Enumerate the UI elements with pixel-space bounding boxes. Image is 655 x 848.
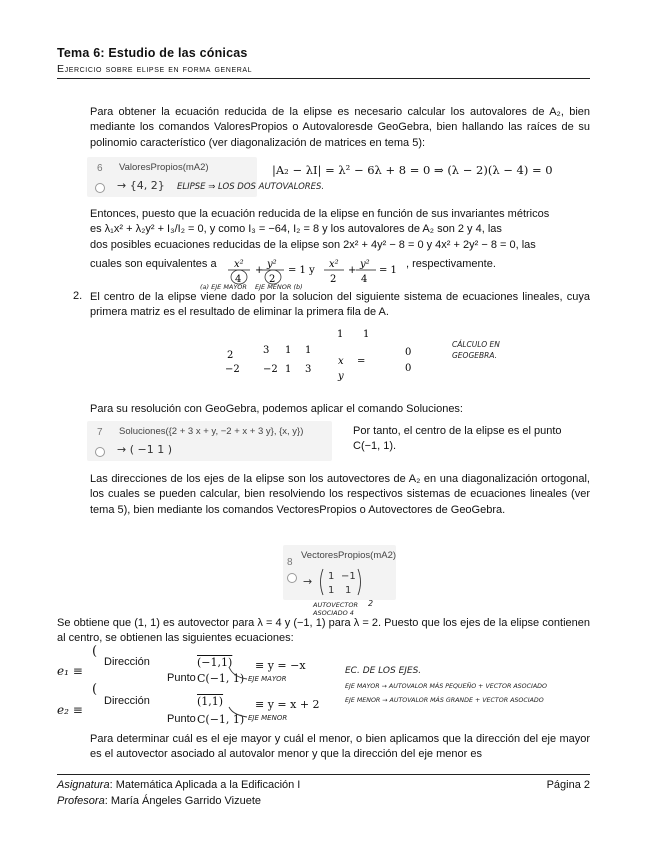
arrow-e1 [229,667,247,679]
frac4-den: 4 [361,274,368,285]
plus-sign: + [255,265,264,276]
cell-visibility-icon [95,183,105,193]
header-rule [57,78,590,79]
cell-visibility-icon-7 [95,447,105,457]
intro-paragraph: Para obtener la ecuación reducida de la elipse es necesario calcular los autovalores de A₂, bien mediante los comandos ValoresPropios o Autovaloresde GeoGebra, bien hallando las raíces de su polinomio característico (ver diagonalización de matrices en tema 5): [90,106,590,149]
arrow-glyph: → [303,575,313,588]
footer-subject: Asignatura: Matemática Aplicada a la Edificación I [57,779,301,791]
matrix-row1-c3: 1 [285,345,292,356]
frac4-num: y² [360,259,370,270]
e1-point-label: Punto [167,672,196,684]
rhs-0-a: 0 [405,347,412,358]
matrix-row2-c3: 1 [285,364,292,375]
m21: 1 [328,585,335,596]
e2-brace: ( [92,682,98,697]
cell-output: → {4, 2} [117,179,165,192]
handnote-geogebra-calc: CÁLCULO EN GEOGEBRA. [452,340,500,360]
e2-dir-label: Dirección [104,695,150,707]
vector-1: 1 [337,329,344,340]
handnote-eje-menor: EJE MENOR [248,714,288,722]
m11: 1 [328,571,335,582]
geogebra-cell-solutions [87,421,332,461]
e1-dir-label: Dirección [104,656,150,668]
e1-point: C(−1, 1) [197,672,245,685]
matrix-row2-c2: −2 [263,364,278,375]
plus-sign-2: + [348,265,357,276]
page-title: Tema 6: Estudio de las cónicas [57,46,248,60]
handnote-axis-a: (a) EJE MAYOR [200,283,247,291]
arrow-e2 [229,707,247,717]
eigenvector-matrix [303,565,393,599]
vector-top-1: 1 [363,329,370,340]
axes-equations [57,644,337,730]
directions-paragraph: Las direcciones de los ejes de la elipse son los autovectores de A₂ en una diagonalización ortogonal, los cuales se pueden calcular, bien resolviendo los respectivos sistemas de ecuaciones lineales (ver tema 5), bien mediante los comandos VectoresPropios o Autovectores de GeoGebra. [90,473,590,516]
center-result-text: Por tanto, el centro de la elipse es el punto C(−1, 1). [353,425,562,452]
cell-visibility-icon-8 [287,573,297,583]
cell-command-7: Soluciones({2 + 3 x + y, −2 + x + 3 y}, {x, y}) [119,426,304,437]
matrix-row2-c1: −2 [225,364,240,375]
matrix-row2-c4: 3 [305,364,312,375]
frac3-num: x² [329,259,339,270]
handnote-axes-title: EC. DE LOS EJES. [345,666,422,676]
invariants-paragraph: Entonces, puesto que la ecuación reducida de la elipse en función de sus invariantes métricos es λ₁x² + λ₂y² + I₃/I₂ = 0, y como I₃ = −64, I₂ = 8 y los autovalores de A₂ son 2 y 4, las dos posibles ecuaciones reducidas de la elipse son 2x² + 4y² − 8 = 0 y 4x² + 2y² − 8 = 0, las [90,208,550,251]
cell-command: ValoresPropios(mA2) [119,162,209,173]
e2-point: C(−1, 1) [197,713,245,726]
handnote-eje-mayor: EJE MAYOR [248,675,287,683]
e2-label: e₂ ≡ [57,703,83,717]
handnote-axis-b: EJE MENOR (b) [255,283,303,291]
handnote-eigenvector-2: 2 [368,599,374,608]
frac3-den: 2 [330,274,337,285]
linear-system-matrix [215,327,445,382]
list-marker-2: 2. [73,290,83,302]
obtain-paragraph: Se obtiene que (1, 1) es autovector para λ = 4 y (−1, 1) para λ = 2. Puesto que los ejes de la elipse contienen al centro, se obtienen las siguientes ecuaciones: [57,617,590,645]
e2-equation: ≡ y = x + 2 [255,698,320,711]
reduced-equation-line: cuales son equivalentes a x² 4 + y² 2 = 1 y x² 2 + y² 4 = 1 , respectivamente. [90,255,590,285]
handnote-eigenvector-assoc: AUTOVECTOR ASOCIADO 4 [313,601,358,617]
e1-brace: ( [92,644,98,659]
characteristic-equation: |A₂ − λI| = λ² − 6λ + 8 = 0 ⇒ (λ − 2)(λ − 4) = 0 [272,163,553,177]
closing-paragraph: Para determinar cuál es el eje mayor y cuál el menor, o bien aplicamos que la dirección del eje mayor es el autovector asociado al autovalor menor y que la dirección del eje menor es [90,733,590,761]
m22: 1 [345,585,352,596]
frac1-den: 4 [235,274,242,285]
frac2-num: y² [267,259,277,270]
vector-y: y [338,371,344,382]
e2-point-label: Punto [167,713,196,725]
matrix-row1-c2: 3 [263,345,270,356]
e1-label: e₁ ≡ [57,664,83,678]
solve-paragraph: Para su resolución con GeoGebra, podemos aplicar el comando Soluciones: [90,403,463,415]
cell-number-7: 7 [97,427,103,438]
m12: −1 [341,571,356,582]
e1-direction: (−1,1) [197,656,233,669]
footer-teacher: Profesora: María Ángeles Garrido Vizuete [57,795,262,807]
cell-number-8: 8 [287,557,293,568]
geogebra-cell-eigenvectors [283,545,396,600]
matrix-right-paren [358,569,361,595]
cell-number: 6 [97,163,103,174]
matrix-left-paren [321,569,324,595]
cell-output-7: → ( −1 1 ) [117,443,172,456]
page-number: Página 2 [546,779,590,791]
e2-direction: (1,1) [197,695,224,708]
cell-command-8: VectoresPropios(mA2) [301,550,397,561]
equals-one-y: = 1 y [288,265,315,276]
handnote-axes-rule-1: EJE MAYOR → AUTOVALOR MÁS PEQUEÑO + VECTOR ASOCIADO [345,683,547,690]
matrix-row1-c4: 1 [305,345,312,356]
vector-x: x [338,356,344,367]
footer-rule [57,774,590,775]
equals-sign: = [357,356,366,367]
frac1-num: x² [234,259,244,270]
frac2-den: 2 [269,274,276,285]
handnote-axes-rule-2: EJE MENOR → AUTOVALOR MÁS GRANDE + VECTOR ASOCIADO [345,697,544,704]
item2-paragraph: El centro de la elipse viene dado por la solucion del siguiente sistema de ecuaciones lineales, cuya primera matriz es el resultado de eliminar la primera fila de A. [90,291,590,319]
equals-one: = 1 [379,265,397,276]
matrix-row1-c1: 2 [227,350,234,361]
handwritten-note-eigenvalues: ELIPSE ⇒ LOS DOS AUTOVALORES. [177,182,325,192]
page-subtitle: Ejercicio sobre elipse en forma general [57,63,253,75]
handwritten-arrows [225,665,255,720]
rhs-0-b: 0 [405,363,412,374]
e1-equation: ≡ y = −x [255,659,306,672]
